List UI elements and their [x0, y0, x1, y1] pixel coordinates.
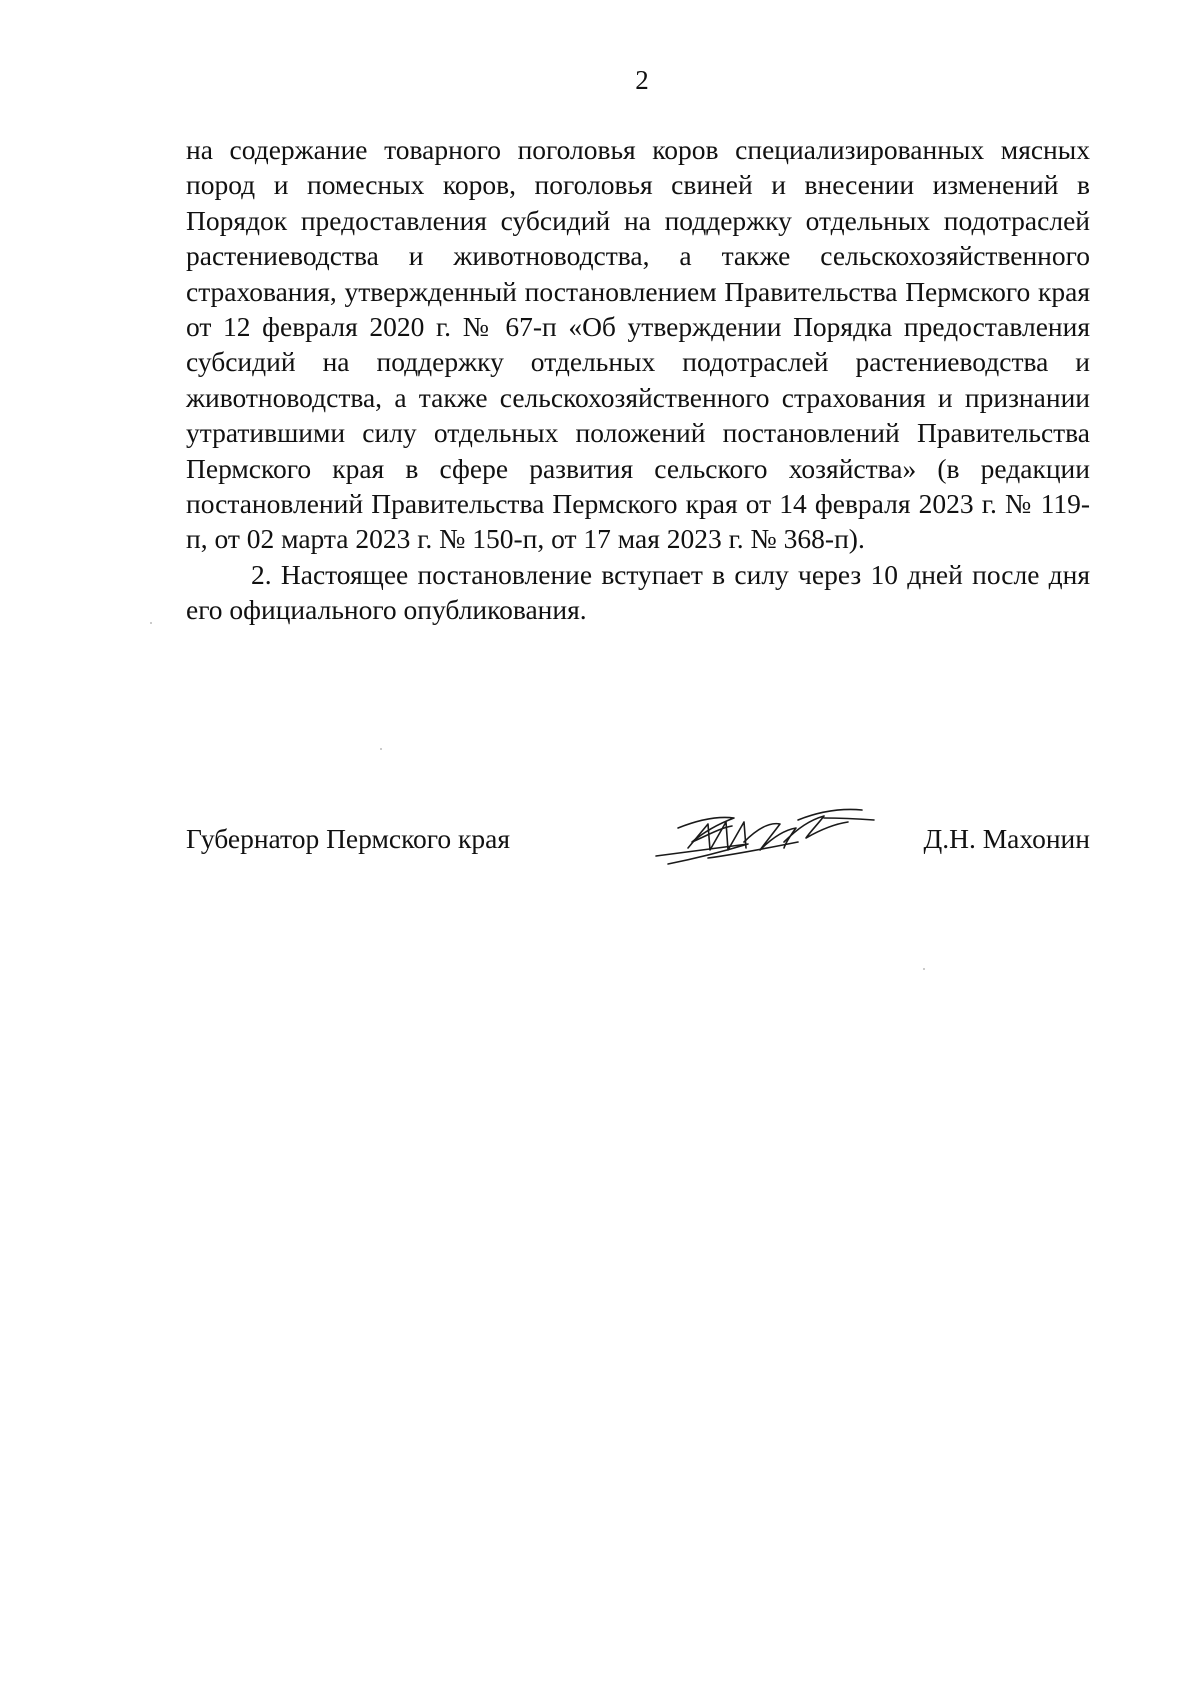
scan-speck	[380, 748, 382, 750]
page-number: 2	[635, 65, 649, 95]
paragraph-continuation: на содержание товарного поголовья коров специализированных мясных пород и помесных коров, поголовья свиней и внесении изменений в Порядок предоставления субсидий на поддержку отдельных подотраслей растениеводства и животноводства, а также сельскохозяйственного страхования, утвержденный постановлением Правительства Пермского края от 12 февраля 2020 г. № 67-п «Об утверждении Порядка предоставления субсидий на поддержку отдельных подотраслей растениеводства и животноводства, а также сельскохозяйственного страхования и признании утратившими силу отдельных положений постановлений Правительства Пермского края в сфере развития сельского хозяйства» (в редакции постановлений Правительства Пермского края от 14 февраля 2023 г. № 119-п, от 02 марта 2023 г. № 150-п, от 17 мая 2023 г. № 368-п).	[186, 134, 1090, 555]
handwritten-signature	[648, 798, 878, 876]
signatory-name: Д.Н. Махонин	[923, 823, 1090, 854]
document-body	[186, 132, 1090, 628]
paragraph-item-2: 2. Настоящее постановление вступает в силу через 10 дней после дня его официального опубликования.	[186, 558, 1090, 626]
scan-speck	[923, 968, 925, 970]
scan-speck	[150, 622, 152, 624]
signatory-position: Губернатор Пермского края	[186, 823, 510, 854]
signature-block	[186, 808, 1090, 878]
